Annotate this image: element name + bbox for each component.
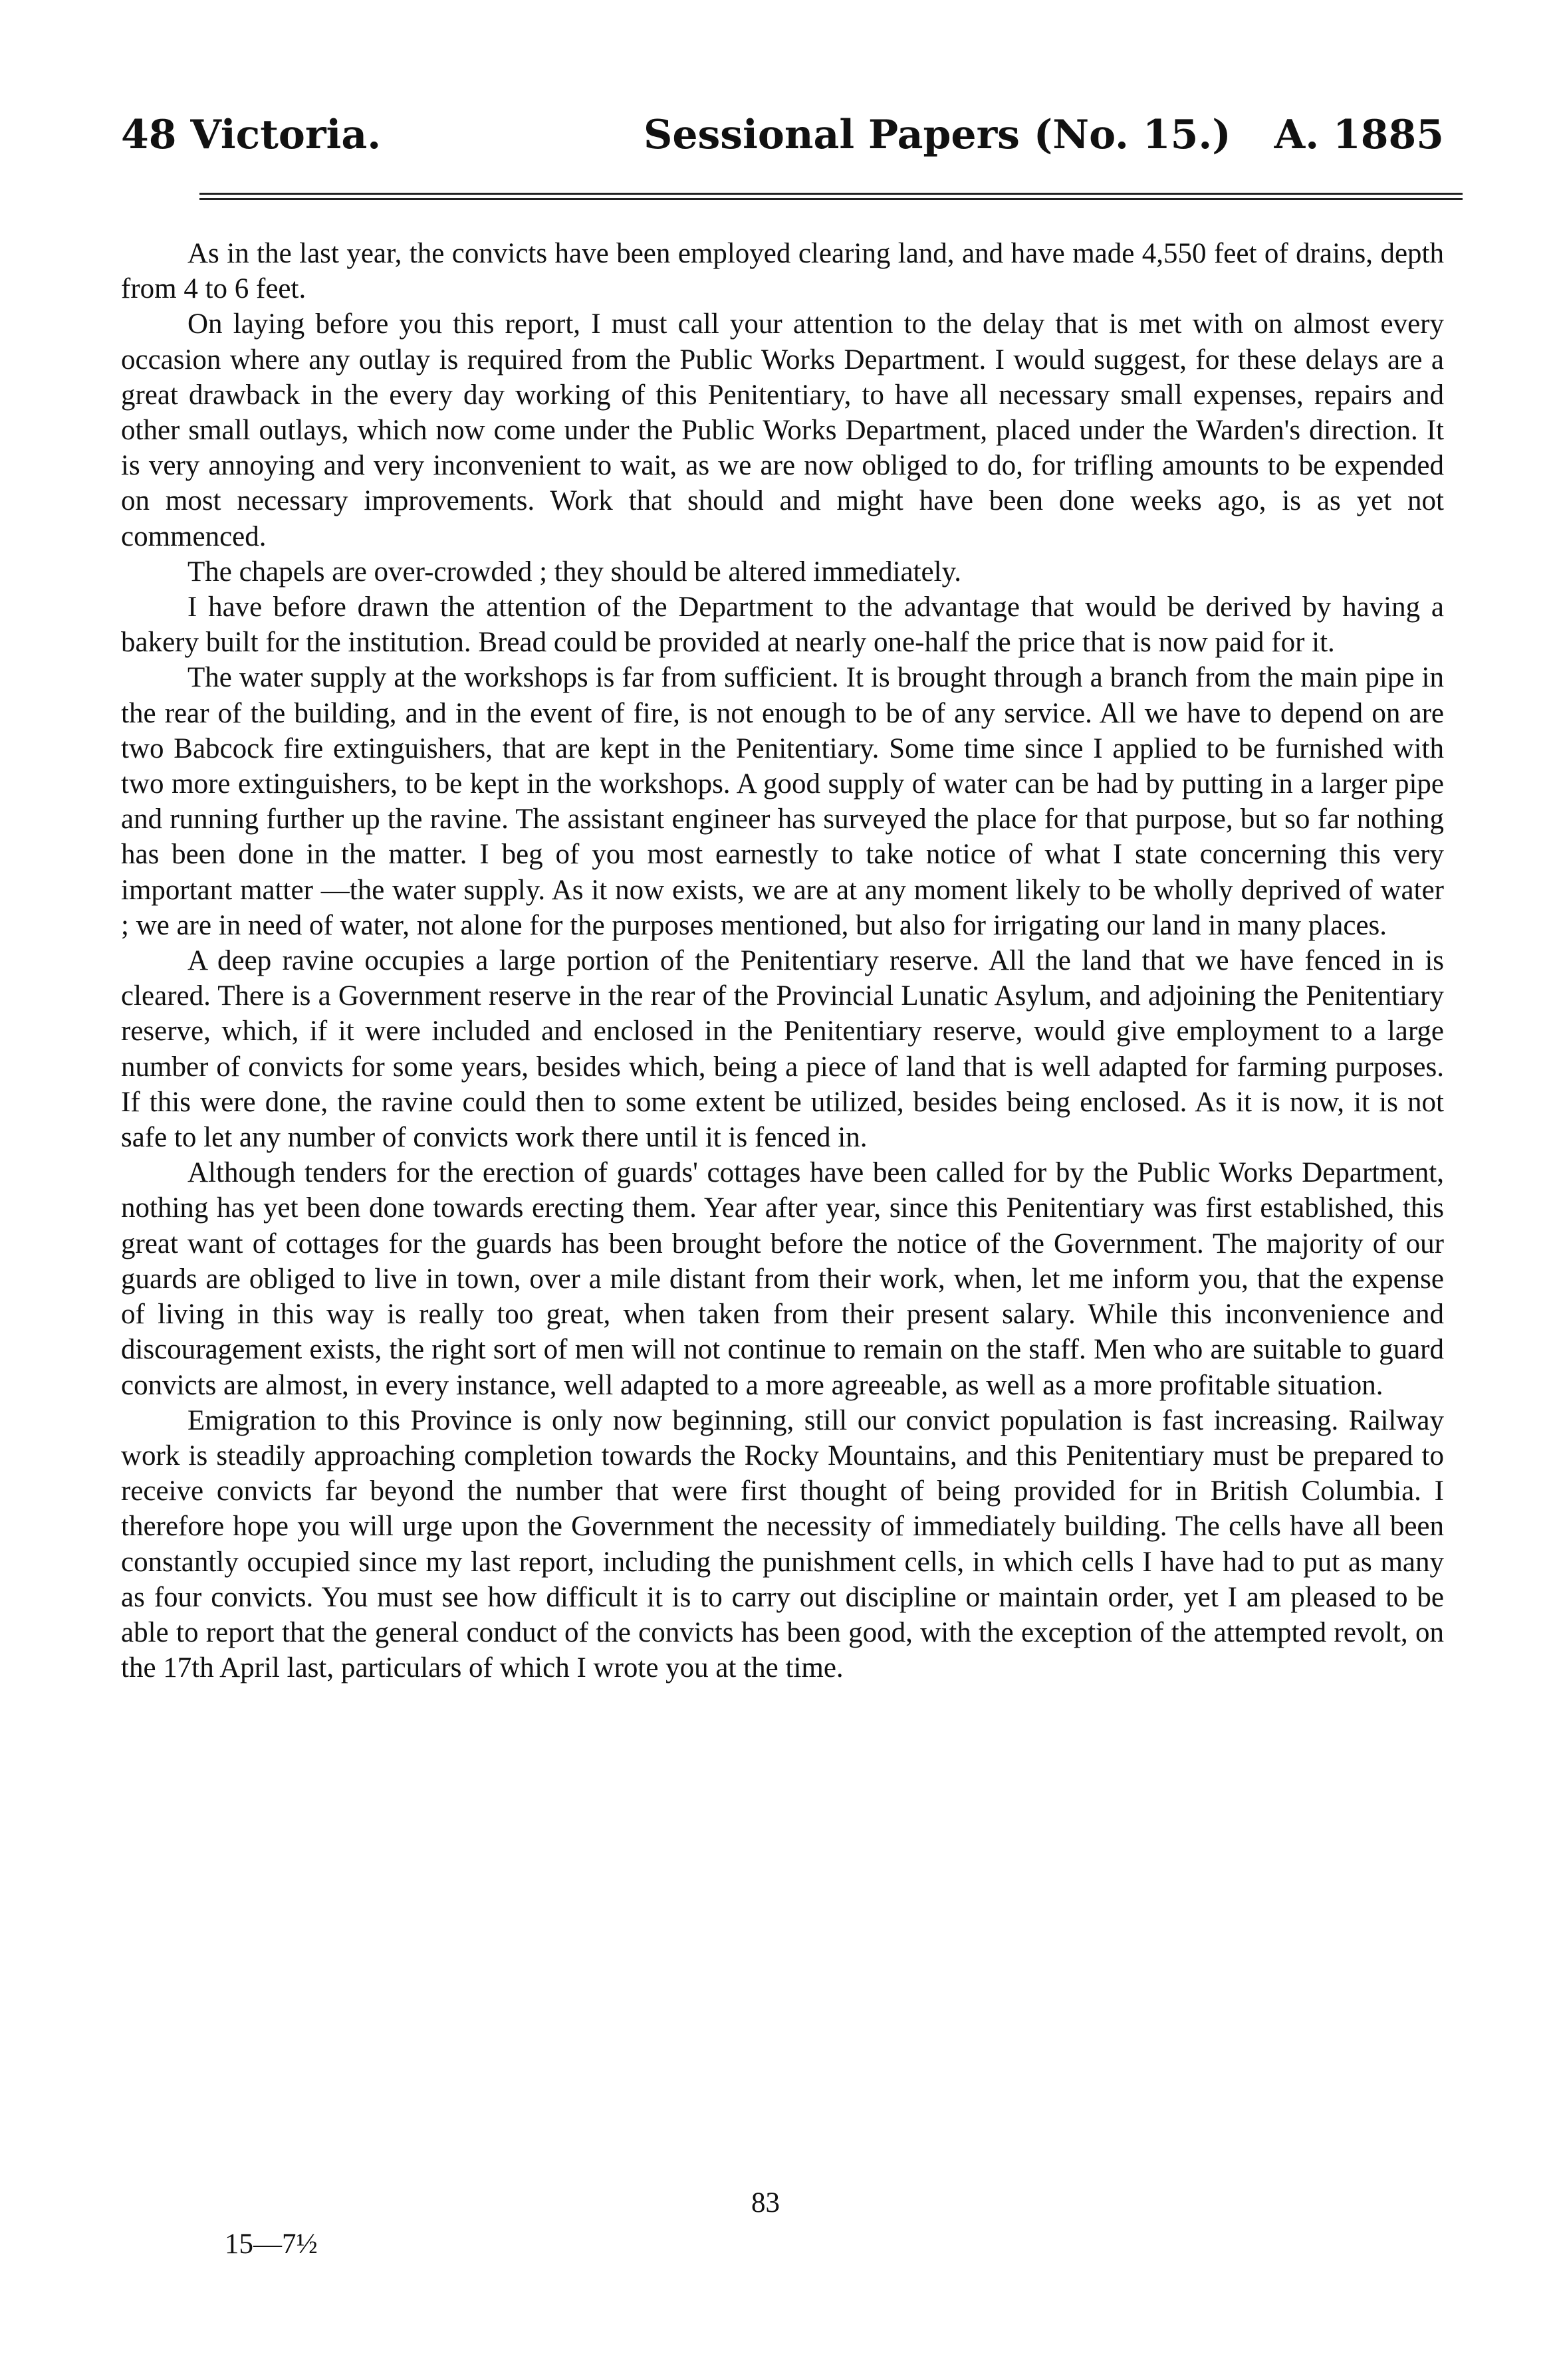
signature-mark: 15—7½ (225, 2228, 318, 2260)
page-header (121, 112, 1444, 165)
paragraph: I have before drawn the attention of the Department to the advantage that would be derived by having a bakery built for the institution. Bread could be provided at nearly one-half the price that is now paid for it. (121, 592, 1444, 659)
paragraph: A deep ravine occupies a large portion of the Penitentiary reserve. All the land that we have fenced in is cleared. There is a Government reserve in the rear of the Provincial Lunatic Asylum, and adjoining the Penitentiary reserve, which, if it were included and enclosed in the Penitentiary reserve, would give employment to a large number of convicts for some years, besides which, being a piece of land that is well adapted for farming purposes. If this were done, the ravine could then to some extent be utilized, besides being enclosed. As it is now, it is not safe to let any number of convicts work there until it is fenced in. (121, 945, 1444, 1154)
header-center: Sessional Papers (No. 15.) (644, 112, 1231, 158)
paragraph: The chapels are over-crowded ; they should be altered immediately. (187, 556, 962, 588)
paragraph: On laying before you this report, I must call your attention to the delay that is met with on almost every occasion where any outlay is required from the Public Works Department. I would suggest, for these delays are a great drawback in the every day working of this Penitentiary, to have all necessary small expenses, repairs and other small outlays, which now come under the Public Works Department, placed under the Warden's direction. It is very annoying and very inconvenient to wait, as we are now obliged to do, for trifling amounts to be expended on most necessary improvements. Work that should and might have been done weeks ago, is as yet not commenced. (121, 308, 1444, 552)
paragraph: As in the last year, the convicts have been employed clearing land, and have made 4,550 feet of drains, depth from 4 to 6 feet. (121, 238, 1444, 305)
page-number: 83 (751, 2187, 780, 2218)
body-text (121, 236, 1444, 1685)
paragraph: Although tenders for the erection of guards' cottages have been called for by the Public Works Department, nothing has yet been done towards erecting them. Year after year, since this Penitentiary was first established, this great want of cottages for the guards has been brought before the notice of the Government. The majority of our guards are obliged to live in town, over a mile distant from their work, when, let me inform you, that the expense of living in this way is really too great, when taken from their present salary. While this inconvenience and discouragement exists, the right sort of men will not continue to remain on the staff. Men who are suitable to guard convicts are almost, in every instance, well adapted to a more agreeable, as well as a more profitable situation. (121, 1157, 1444, 1401)
header-rule-top (199, 193, 1463, 195)
paragraph: The water supply at the workshops is far from sufficient. It is brought through a branch from the main pipe in the rear of the building, and in the event of fire, is not enough to be of any service. All we have to depend on are two Babcock fire extinguishers, that are kept in the Penitentiary. Some time since I applied to be furnished with two more extinguishers, to be kept in the workshops. A good supply of water can be had by putting in a larger pipe and running further up the ravine. The assistant engineer has surveyed the place for that purpose, but so far nothing has been done in the matter. I beg of you most earnestly to take notice of what I state concerning this very important matter —the water supply. As it now exists, we are at any moment likely to be wholly deprived of water ; we are in need of water, not alone for the purposes mentioned, but also for irrigating our land in many places. (121, 662, 1444, 941)
header-left: 48 Victoria. (121, 112, 382, 158)
paragraph: Emigration to this Province is only now beginning, still our convict population is fast increasing. Railway work is steadily approaching completion towards the Rocky Mountains, and this Penitentiary must be prepared to receive convicts far beyond the number that were first thought of being provided for in British Columbia. I therefore hope you will urge upon the Government the necessity of immediately building. The cells have all been constantly occupied since my last report, including the punishment cells, in which cells I have had to put as many as four convicts. You must see how difficult it is to carry out discipline or maintain order, yet I am pleased to be able to report that the general conduct of the convicts has been good, with the exception of the attempted revolt, on the 17th April last, particulars of which I wrote you at the time. (121, 1404, 1444, 1684)
header-right: A. 1885 (1274, 112, 1444, 158)
header-rule-bottom (199, 198, 1463, 200)
